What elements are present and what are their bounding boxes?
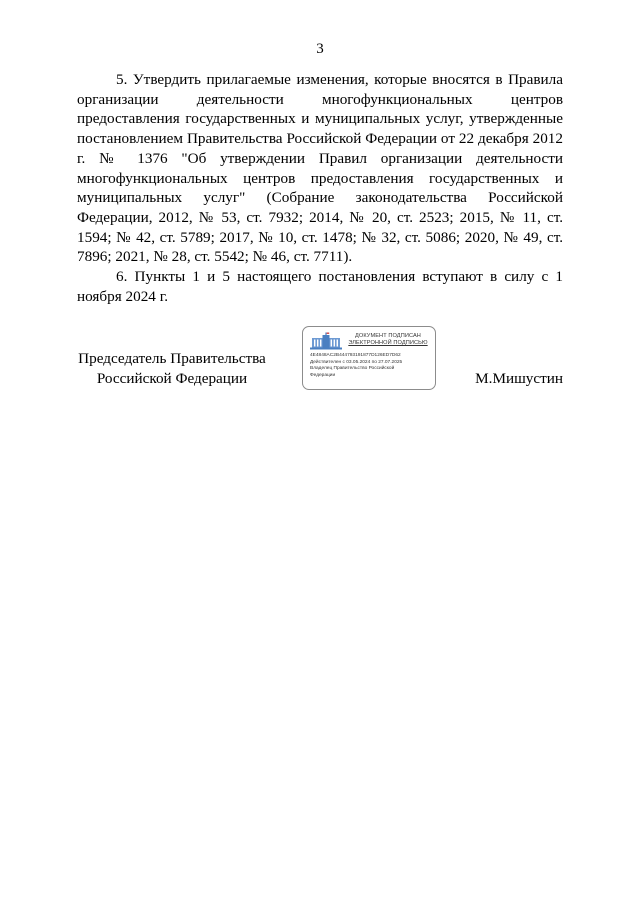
signer-title-line-2: Российской Федерации — [96, 369, 248, 387]
signer-name: М.Мишустин — [475, 370, 563, 387]
stamp-details — [310, 353, 434, 379]
stamp-heading-line-2: ЭЛЕКТРОННОЙ ПОДПИСЬЮ — [348, 340, 428, 346]
page-number: 3 — [316, 41, 324, 57]
paragraph-item-6: 6. Пункты 1 и 5 настоящего постановления вступают в силу с 1 ноября 2024 г. — [77, 268, 563, 305]
stamp-heading-line-1: ДОКУМЕНТ ПОДПИСАН — [355, 333, 421, 339]
stamp-owner-line-1: Владелец Правительство Российской — [310, 366, 395, 372]
signer-title — [77, 349, 267, 388]
document-body — [77, 70, 563, 306]
government-building-emblem-icon — [309, 332, 343, 350]
stamp-certificate-number: 4E4848AC2B444793191877D126ED7D62 — [310, 353, 401, 358]
paragraph-item-5: 5. Утвердить прилагаемые изменения, которые вносятся в Правила организации деятельности многофункциональных центров предоставления государственных и муниципальных услуг, утвержденные постановлением Правительства Российской Федерации от 22 декабря 2012 г. № 1376 "Об утверждении Правил организации деятельности многофункциональных центров предоставления государственных и муниципальных услуг" (Собрание законодательства Российской Федерации, 2012, № 53, ст. 7932; 2014, № 20, ст. 2523; 2015, № 11, ст. 1594; № 42, ст. 5789; 2017, № 10, ст. 1478; № 32, ст. 5086; 2020, № 49, ст. 7896; 2021, № 28, ст. 5542; № 46, ст. 7711). — [77, 71, 563, 266]
stamp-validity: Действителен с 03.05.2024 по 27.07.2025 — [310, 359, 403, 365]
signer-title-line-1: Председатель Правительства — [78, 350, 266, 367]
stamp-heading — [343, 333, 433, 347]
electronic-signature-stamp — [302, 326, 436, 390]
stamp-owner-line-2: Федерации — [310, 372, 336, 378]
